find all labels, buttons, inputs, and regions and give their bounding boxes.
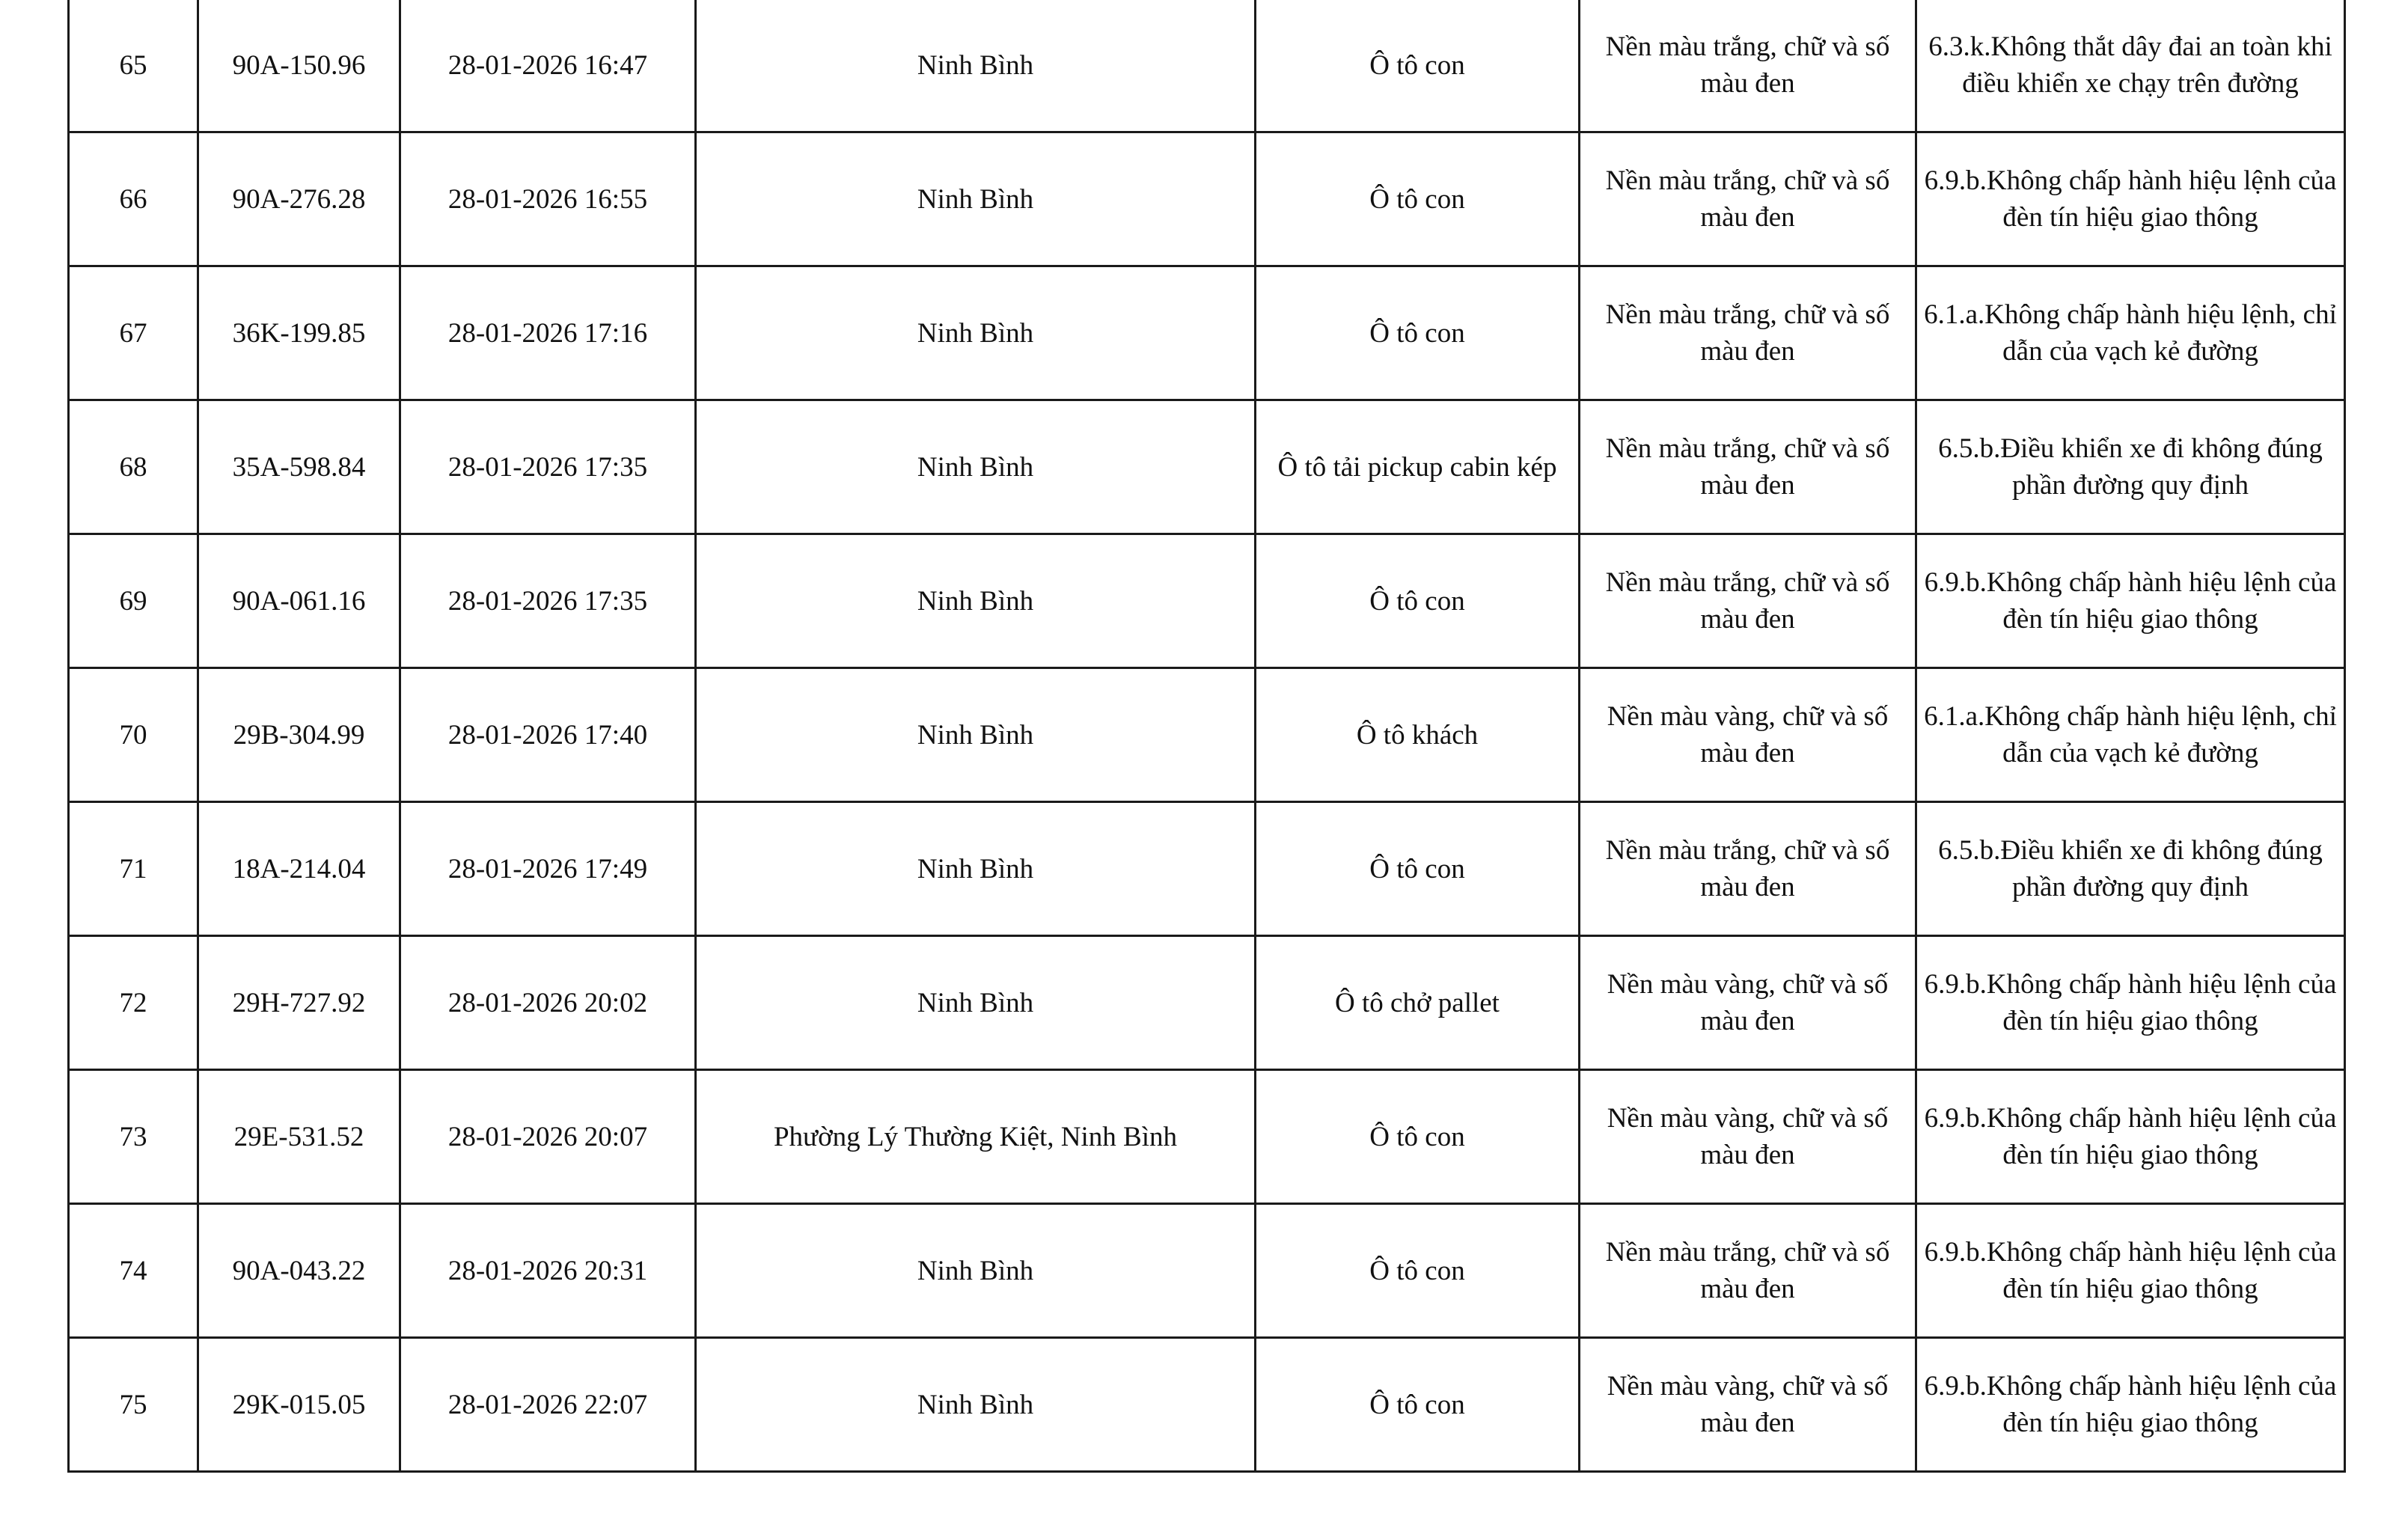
plate-color-cell: Nền màu trắng, chữ và số màu đen	[1580, 266, 1916, 400]
plate-color-cell: Nền màu trắng, chữ và số màu đen	[1580, 132, 1916, 266]
violation-description-cell: 6.9.b.Không chấp hành hiệu lệnh của đèn tín hiệu giao thông	[1916, 936, 2345, 1070]
license-plate-cell: 29K-015.05	[198, 1338, 400, 1472]
violation-place-cell: Ninh Bình	[696, 1338, 1256, 1472]
table-row	[69, 1204, 2345, 1338]
table-row	[69, 266, 2345, 400]
violation-place-cell: Ninh Bình	[696, 668, 1256, 802]
plate-color-cell: Nền màu trắng, chữ và số màu đen	[1580, 1204, 1916, 1338]
license-plate-cell: 35A-598.84	[198, 400, 400, 534]
vehicle-type-cell: Ô tô khách	[1256, 668, 1580, 802]
table-row	[69, 1338, 2345, 1472]
row-number-cell: 67	[69, 266, 198, 400]
plate-color-cell: Nền màu trắng, chữ và số màu đen	[1580, 802, 1916, 936]
violation-time-cell: 28-01-2026 22:07	[400, 1338, 696, 1472]
violations-sheet	[67, 0, 2344, 1473]
violation-description-cell: 6.9.b.Không chấp hành hiệu lệnh của đèn tín hiệu giao thông	[1916, 1070, 2345, 1204]
license-plate-cell: 90A-043.22	[198, 1204, 400, 1338]
vehicle-type-cell: Ô tô con	[1256, 1070, 1580, 1204]
vehicle-type-cell: Ô tô con	[1256, 0, 1580, 132]
violation-place-cell: Ninh Bình	[696, 132, 1256, 266]
plate-color-cell: Nền màu trắng, chữ và số màu đen	[1580, 0, 1916, 132]
violation-description-cell: 6.3.k.Không thắt dây đai an toàn khi điều khiển xe chạy trên đường	[1916, 0, 2345, 132]
license-plate-cell: 90A-061.16	[198, 534, 400, 668]
violation-place-cell: Ninh Bình	[696, 534, 1256, 668]
vehicle-type-cell: Ô tô tải pickup cabin kép	[1256, 400, 1580, 534]
table-row	[69, 132, 2345, 266]
violation-description-cell: 6.5.b.Điều khiển xe đi không đúng phần đường quy định	[1916, 400, 2345, 534]
license-plate-cell: 29E-531.52	[198, 1070, 400, 1204]
plate-color-cell: Nền màu vàng, chữ và số màu đen	[1580, 1338, 1916, 1472]
plate-color-cell: Nền màu trắng, chữ và số màu đen	[1580, 400, 1916, 534]
row-number-cell: 75	[69, 1338, 198, 1472]
violation-place-cell: Ninh Bình	[696, 266, 1256, 400]
vehicle-type-cell: Ô tô con	[1256, 266, 1580, 400]
vehicle-type-cell: Ô tô con	[1256, 1338, 1580, 1472]
violation-description-cell: 6.9.b.Không chấp hành hiệu lệnh của đèn tín hiệu giao thông	[1916, 1204, 2345, 1338]
violation-time-cell: 28-01-2026 20:02	[400, 936, 696, 1070]
table-row	[69, 668, 2345, 802]
violations-table-body	[69, 0, 2345, 1472]
violation-place-cell: Ninh Bình	[696, 936, 1256, 1070]
license-plate-cell: 90A-150.96	[198, 0, 400, 132]
license-plate-cell: 90A-276.28	[198, 132, 400, 266]
row-number-cell: 69	[69, 534, 198, 668]
plate-color-cell: Nền màu trắng, chữ và số màu đen	[1580, 534, 1916, 668]
violation-time-cell: 28-01-2026 16:47	[400, 0, 696, 132]
table-row	[69, 802, 2345, 936]
table-row	[69, 400, 2345, 534]
violation-time-cell: 28-01-2026 17:49	[400, 802, 696, 936]
vehicle-type-cell: Ô tô con	[1256, 1204, 1580, 1338]
violation-place-cell: Ninh Bình	[696, 0, 1256, 132]
row-number-cell: 65	[69, 0, 198, 132]
violation-description-cell: 6.1.a.Không chấp hành hiệu lệnh, chỉ dẫn của vạch kẻ đường	[1916, 266, 2345, 400]
violation-place-cell: Ninh Bình	[696, 1204, 1256, 1338]
violation-place-cell: Ninh Bình	[696, 802, 1256, 936]
violation-description-cell: 6.9.b.Không chấp hành hiệu lệnh của đèn tín hiệu giao thông	[1916, 132, 2345, 266]
plate-color-cell: Nền màu vàng, chữ và số màu đen	[1580, 936, 1916, 1070]
violation-time-cell: 28-01-2026 16:55	[400, 132, 696, 266]
violation-description-cell: 6.5.b.Điều khiển xe đi không đúng phần đường quy định	[1916, 802, 2345, 936]
plate-color-cell: Nền màu vàng, chữ và số màu đen	[1580, 668, 1916, 802]
table-row	[69, 936, 2345, 1070]
vehicle-type-cell: Ô tô con	[1256, 802, 1580, 936]
violation-description-cell: 6.1.a.Không chấp hành hiệu lệnh, chỉ dẫn của vạch kẻ đường	[1916, 668, 2345, 802]
row-number-cell: 73	[69, 1070, 198, 1204]
violation-time-cell: 28-01-2026 20:07	[400, 1070, 696, 1204]
table-row	[69, 0, 2345, 132]
violations-table	[67, 0, 2346, 1473]
violation-time-cell: 28-01-2026 17:40	[400, 668, 696, 802]
vehicle-type-cell: Ô tô con	[1256, 132, 1580, 266]
table-row	[69, 1070, 2345, 1204]
license-plate-cell: 29B-304.99	[198, 668, 400, 802]
row-number-cell: 70	[69, 668, 198, 802]
violation-description-cell: 6.9.b.Không chấp hành hiệu lệnh của đèn tín hiệu giao thông	[1916, 1338, 2345, 1472]
license-plate-cell: 29H-727.92	[198, 936, 400, 1070]
vehicle-type-cell: Ô tô con	[1256, 534, 1580, 668]
violation-place-cell: Ninh Bình	[696, 400, 1256, 534]
violation-time-cell: 28-01-2026 17:35	[400, 400, 696, 534]
row-number-cell: 66	[69, 132, 198, 266]
row-number-cell: 68	[69, 400, 198, 534]
plate-color-cell: Nền màu vàng, chữ và số màu đen	[1580, 1070, 1916, 1204]
row-number-cell: 71	[69, 802, 198, 936]
violation-time-cell: 28-01-2026 17:16	[400, 266, 696, 400]
license-plate-cell: 36K-199.85	[198, 266, 400, 400]
violation-place-cell: Phường Lý Thường Kiệt, Ninh Bình	[696, 1070, 1256, 1204]
row-number-cell: 74	[69, 1204, 198, 1338]
table-row	[69, 534, 2345, 668]
row-number-cell: 72	[69, 936, 198, 1070]
vehicle-type-cell: Ô tô chở pallet	[1256, 936, 1580, 1070]
license-plate-cell: 18A-214.04	[198, 802, 400, 936]
violation-description-cell: 6.9.b.Không chấp hành hiệu lệnh của đèn tín hiệu giao thông	[1916, 534, 2345, 668]
violation-time-cell: 28-01-2026 20:31	[400, 1204, 696, 1338]
violation-time-cell: 28-01-2026 17:35	[400, 534, 696, 668]
